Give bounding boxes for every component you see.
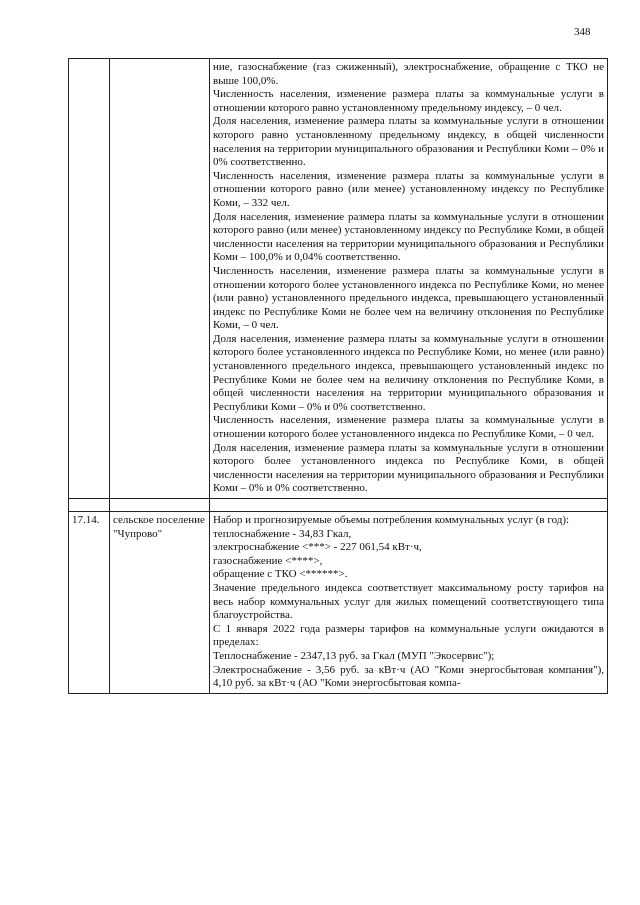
paragraph: теплоснабжение - 34,83 Гкал, bbox=[213, 527, 352, 540]
paragraph: Доля населения, изменение размера платы за коммунальные услуги в отношении которого более установленного индекса по Республике Коми, но менее (или равно) установленного предельного индекса, превышающего установленный индекс по Республике Коми не более чем на величину отклонения по Республике Коми, в общей численности населения на территории муниципального образования и Республики Коми – 0% и 0% соответственно. bbox=[213, 332, 604, 413]
document-table bbox=[68, 58, 608, 694]
row-number-cell: 17.14. bbox=[69, 512, 110, 694]
paragraph: Доля населения, изменение размера платы за коммунальные услуги в отношении которого равно (или менее) установленному индексу по Республике Коми, в общей численности населения на территории муниципального образования и Республики Коми – 100,0% и 0,04% соответственно. bbox=[213, 210, 604, 264]
paragraph: Теплоснабжение - 2347,13 руб. за Гкал (МУП "Экосервис"); bbox=[213, 649, 495, 662]
paragraph: электроснабжение <***> - 227 061,54 кВт·ч, bbox=[213, 541, 422, 554]
paragraph: Набор и прогнозируемые объемы потребления коммунальных услуг (в год): bbox=[213, 514, 570, 526]
paragraph: Доля населения, изменение размера платы за коммунальные услуги в отношении которого равно установленному предельному индексу, в общей численности населения на территории муниципального образования и Республики Коми – 0% и 0% соответственно. bbox=[213, 115, 604, 169]
description-cell bbox=[210, 512, 608, 694]
paragraph: Электроснабжение - 3,56 руб. за кВт·ч (АО "Коми энергосбытовая компания"), 4,10 руб. за кВт·ч (АО "Коми энергосбытовая компа- bbox=[213, 663, 604, 690]
description-cell bbox=[210, 59, 608, 499]
paragraph: ние, газоснабжение (газ сжиженный), электроснабжение, обращение с ТКО не выше 100,0%. bbox=[213, 61, 604, 87]
paragraph: Численность населения, изменение размера платы за коммунальные услуги в отношении которого равно установленному предельному индексу, – 0 чел. bbox=[213, 88, 604, 114]
table-row bbox=[69, 512, 608, 694]
paragraph: Численность населения, изменение размера платы за коммунальные услуги в отношении которого более установленного индекса по Республике Коми, но менее (или равно) установленного предельного индекса, превышающего установленный индекс по Республике Коми не более чем на величину отклонения по Республике Коми, – 0 чел. bbox=[213, 264, 604, 332]
row-gap bbox=[69, 499, 608, 512]
paragraph: Численность населения, изменение размера платы за коммунальные услуги в отношении которого более установленного индекса по Республике Коми, – 0 чел. bbox=[213, 414, 604, 441]
settlement-name-cell bbox=[110, 59, 210, 499]
page-number: 348 bbox=[574, 26, 591, 38]
paragraph: Доля населения, изменение размера платы за коммунальные услуги в отношении которого более установленного индекса по Республике Коми, в общей численности населения на территории муниципального образования и Республики Коми – 0% и 0% соответственно. bbox=[213, 441, 604, 495]
settlement-name-cell: сельское поселение "Чупрово" bbox=[110, 512, 210, 694]
table-row bbox=[69, 59, 608, 499]
paragraph: газоснабжение <****>, bbox=[213, 554, 323, 567]
paragraph: обращение с ТКО <******>. bbox=[213, 568, 348, 581]
paragraph: С 1 января 2022 года размеры тарифов на коммунальные услуги ожидаются в пределах: bbox=[213, 622, 604, 649]
paragraph: Значение предельного индекса соответствует максимальному росту тарифов на весь набор коммунальных услуг для жилых помещений соответствующего типа благоустройства. bbox=[213, 581, 604, 622]
row-number-cell bbox=[69, 59, 110, 499]
paragraph: Численность населения, изменение размера платы за коммунальные услуги в отношении которого равно (или менее) установленному индексу по Республике Коми, – 332 чел. bbox=[213, 169, 604, 209]
